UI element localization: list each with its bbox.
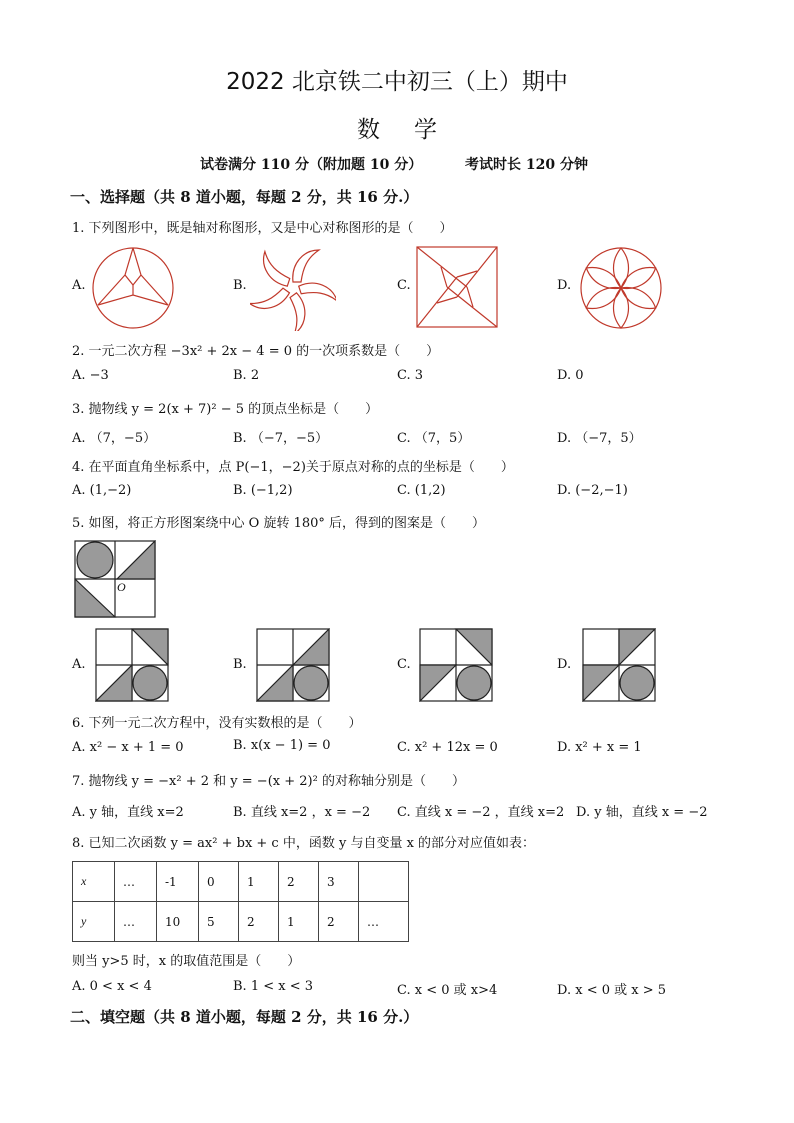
q5-option-d-label: D. — [557, 657, 572, 672]
q5-figure-c — [419, 628, 493, 702]
table-cell: -1 — [157, 862, 199, 902]
exam-subject: 数学 — [357, 117, 471, 143]
q7-option-a: A. y 轴，直线 x=2 — [72, 805, 184, 820]
q1-figure-c — [415, 245, 499, 329]
table-cell: … — [115, 902, 157, 942]
q6-stem: 6. 下列一元二次方程中，没有实数根的是（ ） — [72, 716, 362, 731]
q3-option-d: D. （−7，5） — [557, 431, 642, 446]
q7-option-d: D. y 轴，直线 x = −2 — [576, 805, 708, 820]
q1-figure-b — [250, 245, 336, 331]
q4-option-d: D. (−2,−1) — [557, 483, 628, 498]
q8-option-d: D. x < 0 或 x > 5 — [557, 983, 667, 998]
q8-stem: 8. 已知二次函数 y = ax² + bx + c 中，函数 y 与自变量 x 的部分对应值如表： — [72, 836, 536, 851]
q2-option-a: A. −3 — [72, 368, 109, 383]
q5-option-b-label: B. — [233, 657, 247, 672]
table-cell — [359, 862, 409, 902]
q5-center-label: O — [117, 580, 126, 594]
table-cell: y — [73, 902, 115, 942]
q1-option-a-label: A. — [72, 278, 86, 293]
q4-option-b: B. (−1,2) — [233, 483, 293, 498]
exam-time-info: 考试时长 120 分钟 — [465, 157, 588, 173]
q1-figure-d — [578, 245, 664, 331]
table-cell: 1 — [239, 862, 279, 902]
table-row — [73, 862, 409, 902]
table-cell: … — [115, 862, 157, 902]
table-cell: 1 — [279, 902, 319, 942]
table-cell: x — [73, 862, 115, 902]
q5-original-figure — [74, 540, 156, 618]
q6-option-b: B. x(x − 1) = 0 — [233, 738, 331, 753]
q6-option-a: A. x² − x + 1 = 0 — [72, 740, 184, 755]
table-cell: 2 — [239, 902, 279, 942]
section-2-title: 二、填空题（共 8 道小题，每题 2 分，共 16 分.） — [70, 1008, 419, 1026]
q8-option-a: A. 0 < x < 4 — [72, 979, 152, 994]
q7-option-c: C. 直线 x = −2 ，直线 x=2 — [397, 805, 565, 820]
q3-option-a: A. （7，−5） — [72, 431, 157, 446]
exam-score-info: 试卷满分 110 分（附加题 10 分） — [200, 157, 423, 173]
q2-stem: 2. 一元二次方程 −3x² + 2x − 4 = 0 的一次项系数是（ ） — [72, 344, 440, 359]
table-cell: 5 — [199, 902, 239, 942]
q4-option-a: A. (1,−2) — [72, 483, 132, 498]
q7-stem: 7. 抛物线 y = −x² + 2 和 y = −(x + 2)² 的对称轴分别是（ ） — [72, 774, 465, 789]
q1-option-d-label: D. — [557, 278, 572, 293]
table-cell: 0 — [199, 862, 239, 902]
q5-stem: 5. 如图，将正方形图案绕中心 O 旋转 180° 后，得到的图案是（ ） — [72, 516, 486, 531]
q4-stem: 4. 在平面直角坐标系中，点 P(−1，−2)关于原点对称的点的坐标是（ ） — [72, 460, 514, 475]
exam-title: 2022 北京铁二中初三（上）期中 — [226, 69, 568, 95]
q8-condition: 则当 y>5 时，x 的取值范围是（ ） — [72, 954, 301, 969]
table-cell: 10 — [157, 902, 199, 942]
q8-option-b: B. 1 < x < 3 — [233, 979, 314, 994]
q6-option-c: C. x² + 12x = 0 — [397, 740, 498, 755]
q5-option-c-label: C. — [397, 657, 411, 672]
q5-figure-a — [95, 628, 169, 702]
q3-option-c: C. （7，5） — [397, 431, 471, 446]
q1-stem: 1. 下列图形中，既是轴对称图形，又是中心对称图形的是（ ） — [72, 221, 453, 236]
q3-stem: 3. 抛物线 y = 2(x + 7)² − 5 的顶点坐标是（ ） — [72, 402, 379, 417]
q2-option-d: D. 0 — [557, 368, 584, 383]
table-row — [73, 902, 409, 942]
q2-option-b: B. 2 — [233, 368, 260, 383]
q7-option-b: B. 直线 x=2 ，x = −2 — [233, 805, 371, 820]
q4-option-c: C. (1,2) — [397, 483, 446, 498]
q3-option-b: B. （−7，−5） — [233, 431, 329, 446]
q1-option-c-label: C. — [397, 278, 411, 293]
q5-figure-b — [256, 628, 330, 702]
q1-option-b-label: B. — [233, 278, 247, 293]
table-cell: 2 — [319, 902, 359, 942]
q8-option-c: C. x < 0 或 x>4 — [397, 983, 498, 998]
q5-option-a-label: A. — [72, 657, 86, 672]
q6-option-d: D. x² + x = 1 — [557, 740, 642, 755]
q1-figure-a — [90, 245, 176, 331]
table-cell: … — [359, 902, 409, 942]
q8-value-table — [72, 861, 409, 942]
q5-figure-d — [582, 628, 656, 702]
table-cell: 3 — [319, 862, 359, 902]
section-1-title: 一、选择题（共 8 道小题，每题 2 分，共 16 分.） — [70, 188, 419, 206]
q2-option-c: C. 3 — [397, 368, 424, 383]
table-cell: 2 — [279, 862, 319, 902]
